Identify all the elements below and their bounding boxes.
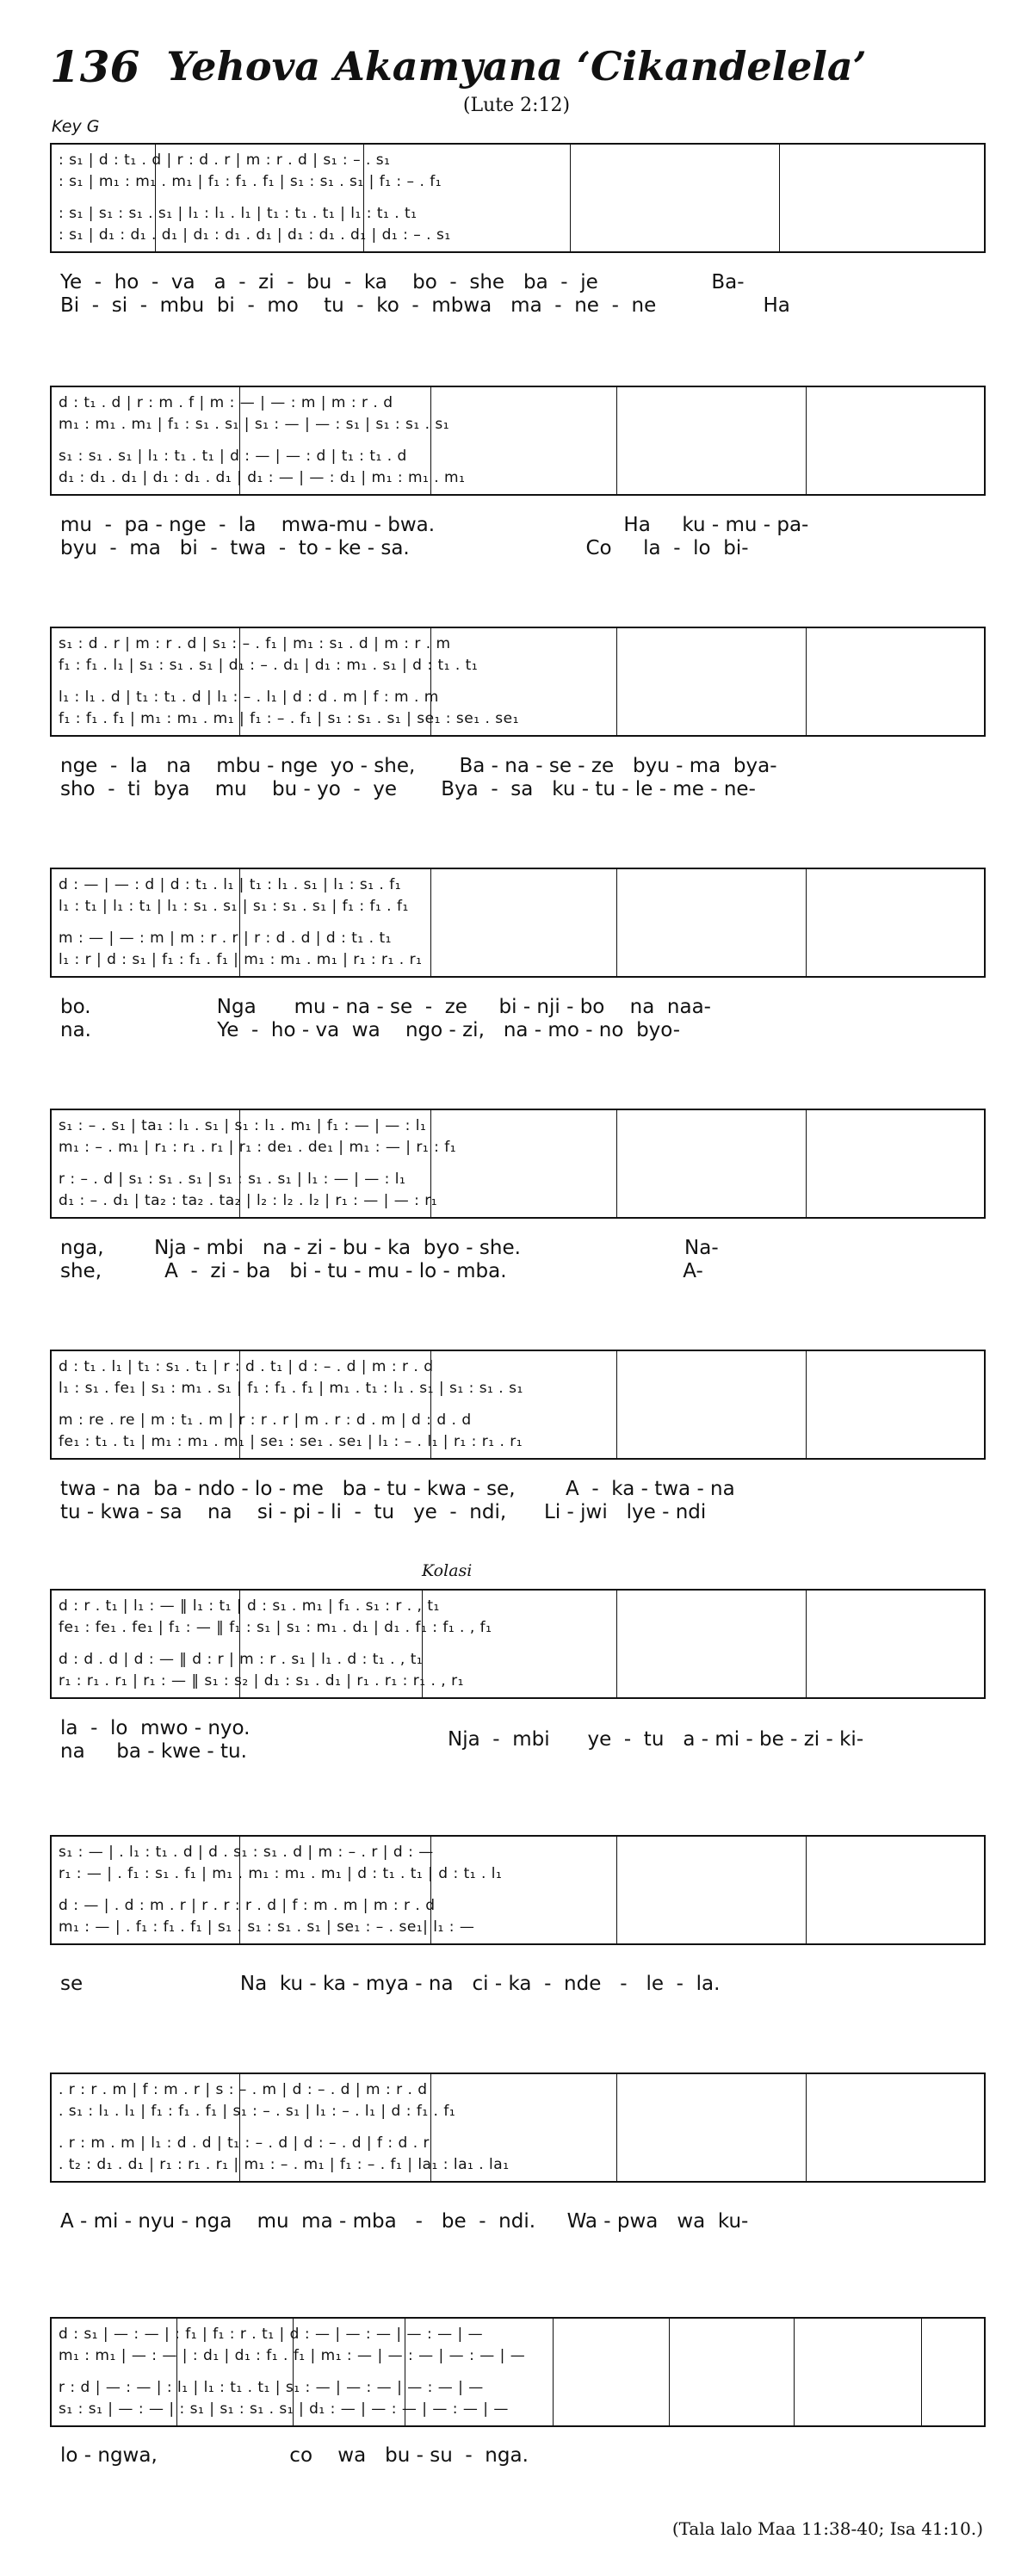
solfa-row: l₁ : r | d : s₁ | f₁ : f₁ . f₁ | m₁ : m₁ . m₁ | r₁ : r₁ . r₁ xyxy=(59,951,423,968)
footer-reference: (Tala lalo Maa 11:38-40; Isa 41:10.) xyxy=(671,2518,983,2539)
solfa-row: f₁ : f₁ . f₁ | m₁ : m₁ . m₁ | f₁ : – . f₁ | s₁ : s₁ . s₁ | se₁ : se₁ . se₁ xyxy=(59,710,519,727)
solfa-row: d : t₁ . d | r : m . f | m : — | — : m | m : r . d xyxy=(59,394,393,411)
lyric-line: lo - ngwa, co wa bu - su - nga. xyxy=(60,2444,529,2467)
music-system-6 xyxy=(50,1350,986,1460)
hymn-title: Yehova Akamyana ‘Cikandelela’ xyxy=(166,43,867,90)
solfa-row: d : s₁ | — : — | : f₁ | f₁ : r . t₁ | d : — | — : — | — : — | — xyxy=(59,2326,484,2343)
solfa-row: . t₂ : d₁ . d₁ | r₁ : r₁ . r₁ | m₁ : – . m₁ | f₁ : – . f₁ | la₁ : la₁ . la₁ xyxy=(59,2156,510,2173)
lyric-line: byu - ma bi - twa - to - ke - sa. Co la - lo bi- xyxy=(60,537,749,559)
lyric-line: nga, Nja - mbi na - zi - bu - ka byo - she. Na- xyxy=(60,1237,719,1259)
solfa-row: m₁ : m₁ | — : — | : d₁ | d₁ : f₁ . f₁ | m₁ : — | — : — | — : — | — xyxy=(59,2347,526,2364)
solfa-row: l₁ : s₁ . fe₁ | s₁ : m₁ . s₁ | f₁ : f₁ . f₁ | m₁ . t₁ : l₁ . s₁ | s₁ : s₁ . s₁ xyxy=(59,1380,523,1397)
music-system-2 xyxy=(50,386,986,496)
solfa-row: d : d . d | d : — ‖ d : r | m : r . s₁ | l₁ . d : t₁ . , t₁ xyxy=(59,1651,424,1668)
music-system-7 xyxy=(50,1589,986,1699)
solfa-row: : s₁ | d : t₁ . d | r : d . r | m : r . d | s₁ : – . s₁ xyxy=(59,151,391,169)
solfa-row: m : re . re | m : t₁ . m | r : r . r | m . r : d . m | d : d . d xyxy=(59,1412,472,1429)
solfa-row: m₁ : m₁ . m₁ | f₁ : s₁ . s₁ | s₁ : — | — : s₁ | s₁ : s₁ . s₁ xyxy=(59,416,450,433)
music-system-1 xyxy=(50,143,986,253)
lyric-line: Nja - mbi ye - tu a - mi - be - zi - ki- xyxy=(448,1728,864,1751)
music-system-3 xyxy=(50,627,986,737)
solfa-row: r : d | — : — | : l₁ | l₁ : t₁ . t₁ | s₁ : — | — : — | — : — | — xyxy=(59,2379,484,2396)
solfa-row: d : t₁ . l₁ | t₁ : s₁ . t₁ | r : d . t₁ | d : – . d | m : r . d xyxy=(59,1358,434,1375)
solfa-row: d : — | . d : m . r | r . r : r . d | f : m . m | m : r . d xyxy=(59,1897,436,1914)
lyric-line: na. Ye - ho - va wa ngo - zi, na - mo - no byo- xyxy=(60,1019,681,1041)
solfa-row: f₁ : f₁ . l₁ | s₁ : s₁ . s₁ | d₁ : – . d₁ | d₁ : m₁ . s₁ | d : t₁ . t₁ xyxy=(59,657,479,674)
solfa-row: l₁ : t₁ | l₁ : t₁ | l₁ : s₁ . s₁ | s₁ : s₁ . s₁ | f₁ : f₁ . f₁ xyxy=(59,898,409,915)
solfa-row: l₁ : l₁ . d | t₁ : t₁ . d | l₁ : – . l₁ | d : d . m | f : m . m xyxy=(59,689,439,706)
music-system-8 xyxy=(50,1835,986,1945)
solfa-row: d₁ : d₁ . d₁ | d₁ : d₁ . d₁ | d₁ : — | — : d₁ | m₁ : m₁ . m₁ xyxy=(59,469,466,486)
solfa-row: d : — | — : d | d : t₁ . l₁ | t₁ : l₁ . s₁ | l₁ : s₁ . f₁ xyxy=(59,876,402,893)
lyric-line: sho - ti bya mu bu - yo - ye Bya - sa ku - tu - le - me - ne- xyxy=(60,778,756,800)
lyric-line: she, A - zi - ba bi - tu - mu - lo - mba. A- xyxy=(60,1260,703,1282)
solfa-row: s₁ : — | . l₁ : t₁ . d | d . s₁ : s₁ . d | m : – . r | d : — xyxy=(59,1844,434,1861)
music-system-10 xyxy=(50,2317,986,2427)
solfa-row: m : — | — : m | m : r . r | r : d . d | d : t₁ . t₁ xyxy=(59,930,392,947)
solfa-row: : s₁ | s₁ : s₁ . s₁ | l₁ : l₁ . l₁ | t₁ : t₁ . t₁ | l₁ : t₁ . t₁ xyxy=(59,205,418,222)
lyric-line: nge - la na mbu - nge yo - she, Ba - na - se - ze byu - ma bya- xyxy=(60,755,777,777)
lyric-line: mu - pa - nge - la mwa-mu - bwa. Ha ku - mu - pa- xyxy=(60,514,809,536)
solfa-row: r : – . d | s₁ : s₁ . s₁ | s₁ : s₁ . s₁ | l₁ : — | — : l₁ xyxy=(59,1171,406,1188)
lyric-line: twa - na ba - ndo - lo - me ba - tu - kwa - se, A - ka - twa - na xyxy=(60,1478,735,1500)
solfa-row: : s₁ | m₁ : m₁ . m₁ | f₁ : f₁ . f₁ | s₁ : s₁ . s₁ | f₁ : – . f₁ xyxy=(59,173,442,190)
solfa-row: m₁ : – . m₁ | r₁ : r₁ . r₁ | r₁ : de₁ . de₁ | m₁ : — | r₁ : f₁ xyxy=(59,1139,457,1156)
hymn-number: 136 xyxy=(50,41,140,92)
music-system-4 xyxy=(50,868,986,978)
key-signature: Key G xyxy=(52,117,100,136)
solfa-row: . s₁ : l₁ . l₁ | f₁ : f₁ . f₁ | s₁ : – . s₁ | l₁ : – . l₁ | d : f₁ . f₁ xyxy=(59,2103,456,2120)
solfa-row: . r : m . m | l₁ : d . d | t₁ : – . d | d : – . d | f : d . r xyxy=(59,2134,430,2152)
lyric-line: se Na ku - ka - mya - na ci - ka - nde - le - la. xyxy=(60,1973,721,1995)
solfa-row: fe₁ : t₁ . t₁ | m₁ : m₁ . m₁ | se₁ : se₁ . se₁ | l₁ : – . l₁ | r₁ : r₁ . r₁ xyxy=(59,1433,523,1450)
lyric-line: la - lo mwo - nyo. xyxy=(60,1717,251,1739)
solfa-row: . r : r . m | f : m . r | s : – . m | d : – . d | m : r . d xyxy=(59,2081,428,2098)
music-system-9 xyxy=(50,2073,986,2183)
lyric-line: Ye - ho - va a - zi - bu - ka bo - she ba - je Ba- xyxy=(60,271,745,293)
solfa-row: s₁ : s₁ | — : — | : s₁ | s₁ : s₁ . s₁ | d₁ : — | — : — | — : — | — xyxy=(59,2400,509,2418)
chorus-label: Kolasi xyxy=(422,1561,473,1580)
lyric-line: na ba - kwe - tu. xyxy=(60,1740,247,1763)
lyric-line: tu - kwa - sa na si - pi - li - tu ye - ndi, Li - jwi lye - ndi xyxy=(60,1501,707,1523)
solfa-row: d : r . t₁ | l₁ : — ‖ l₁ : t₁ | d : s₁ . m₁ | f₁ . s₁ : r . , t₁ xyxy=(59,1597,440,1615)
solfa-row: s₁ : s₁ . s₁ | l₁ : t₁ . t₁ | d : — | — : d | t₁ : t₁ . d xyxy=(59,448,407,465)
lyric-line: Bi - si - mbu bi - mo tu - ko - mbwa ma - ne - ne Ha xyxy=(60,294,790,317)
solfa-row: s₁ : – . s₁ | ta₁ : l₁ . s₁ | s₁ : l₁ . m₁ | f₁ : — | — : l₁ xyxy=(59,1117,427,1134)
lyric-line: bo. Nga mu - na - se - ze bi - nji - bo na naa- xyxy=(60,996,711,1018)
solfa-row: m₁ : — | . f₁ : f₁ . f₁ | s₁ . s₁ : s₁ . s₁ | se₁ : – . se₁| l₁ : — xyxy=(59,1918,475,1936)
solfa-row: d₁ : – . d₁ | ta₂ : ta₂ . ta₂ | l₂ : l₂ . l₂ | r₁ : — | — : r₁ xyxy=(59,1192,438,1209)
solfa-row: : s₁ | d₁ : d₁ . d₁ | d₁ : d₁ . d₁ | d₁ : d₁ . d₁ | d₁ : – . s₁ xyxy=(59,226,451,244)
music-system-5 xyxy=(50,1109,986,1219)
scripture-reference: (Lute 2:12) xyxy=(462,95,571,116)
solfa-row: fe₁ : fe₁ . fe₁ | f₁ : — ‖ f₁ : s₁ | s₁ : m₁ . d₁ | d₁ . f₁ : f₁ . , f₁ xyxy=(59,1619,492,1636)
solfa-row: r₁ : — | . f₁ : s₁ . f₁ | m₁ . m₁ : m₁ . m₁ | d : t₁ . t₁ | d : t₁ . l₁ xyxy=(59,1865,503,1882)
lyric-line: A - mi - nyu - nga mu ma - mba - be - ndi. Wa - pwa wa ku- xyxy=(60,2210,749,2233)
solfa-row: s₁ : d . r | m : r . d | s₁ : – . f₁ | m₁ : s₁ . d | m : r . m xyxy=(59,635,451,652)
solfa-row: r₁ : r₁ . r₁ | r₁ : — ‖ s₁ : s₂ | d₁ : s₁ . d₁ | r₁ . r₁ : r₁ . , r₁ xyxy=(59,1672,464,1690)
